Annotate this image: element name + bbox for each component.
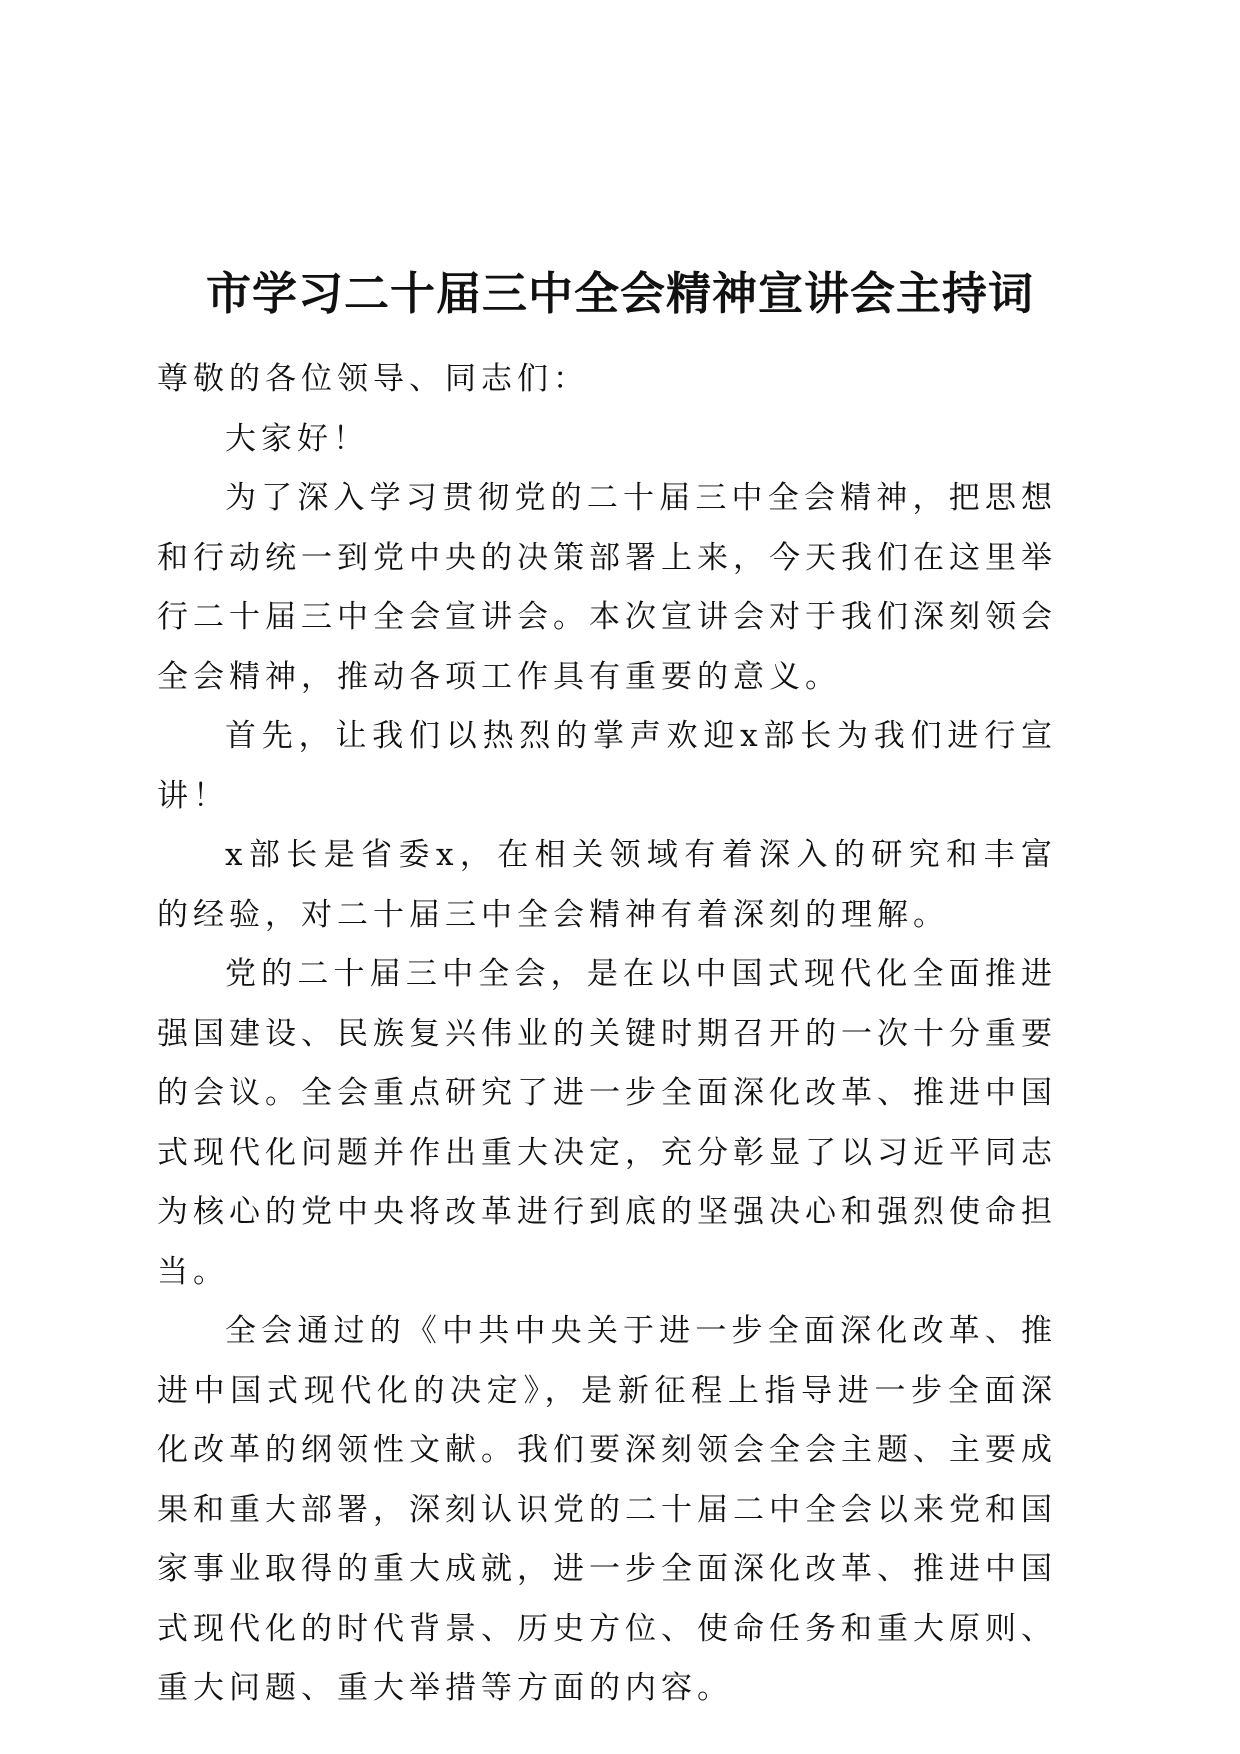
paragraph-welcome: 首先，让我们以热烈的掌声欢迎x部长为我们进行宣讲！ — [157, 718, 1057, 814]
document-body — [157, 350, 1057, 1719]
paragraph-plenum-significance: 党的二十届三中全会，是在以中国式现代化全面推进强国建设、民族复兴伟业的关键时期召开的一次十分重要的会议。全会重点研究了进一步全面深化改革、推进中国式现代化问题并作出重大决定，充分彰显了以习近平同志为核心的党中央将改革进行到底的坚强决心和强烈使命担当。 — [157, 956, 1057, 1290]
paragraph-greeting: 大家好！ — [225, 420, 369, 457]
paragraph-purpose: 为了深入学习贯彻党的二十届三中全会精神，把思想和行动统一到党中央的决策部署上来，今天我们在这里举行二十届三中全会宣讲会。本次宣讲会对于我们深刻领会全会精神，推动各项工作具有重要的意义。 — [157, 480, 1057, 695]
paragraph-speaker-intro: x部长是省委x，在相关领域有着深入的研究和丰富的经验，对二十届三中全会精神有着深刻的理解。 — [157, 837, 1057, 933]
salutation: 尊敬的各位领导、同志们： — [157, 361, 589, 397]
paragraph-decision-document: 全会通过的《中共中央关于进一步全面深化改革、推进中国式现代化的决定》，是新征程上指导进一步全面深化改革的纲领性文献。我们要深刻领会全会主题、主要成果和重大部署，深刻认识党的二十届二中全会以来党和国家事业取得的重大成就，进一步全面深化改革、推进中国式现代化的时代背景、历史方位、使命任务和重大原则、重大问题、重大举措等方面的内容。 — [157, 1313, 1057, 1706]
document-title: 市学习二十届三中全会精神宣讲会主持词 — [205, 267, 1034, 320]
